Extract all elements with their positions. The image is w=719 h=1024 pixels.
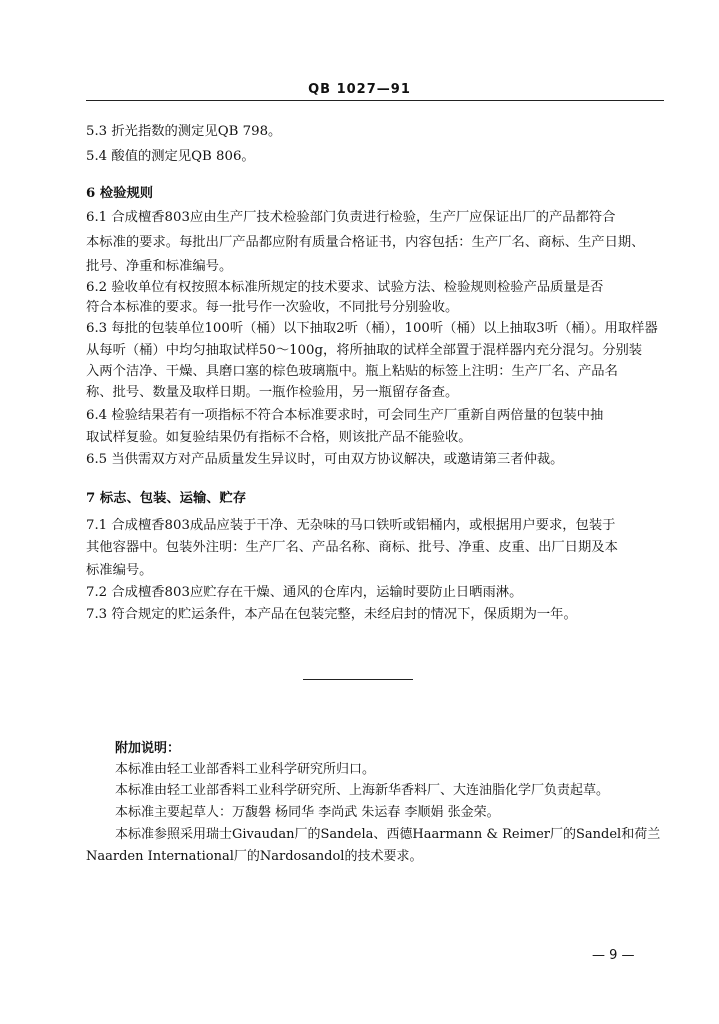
note-line-1: 本标准由轻工业部香料工业科学研究所归口。 — [115, 762, 376, 777]
notes-heading: 附加说明： — [115, 741, 181, 756]
clause-5-4: 5.4 酸值的测定见QB 806。 — [86, 149, 255, 164]
clause-7-2: 7.2 合成檀香803应贮存在干燥、通风的仓库内，运输时要防止日晒雨淋。 — [86, 585, 523, 600]
clause-7-3: 7.3 符合规定的贮运条件，本产品在包装完整，未经启封的情况下，保质期为一年。 — [86, 607, 577, 622]
clause-6-1-line-3: 批号、净重和标准编号。 — [86, 259, 233, 274]
page-number: — 9 — — [592, 948, 635, 963]
note-line-5: Naarden International厂的Nardosandol的技术要求。 — [86, 849, 423, 864]
clause-6-1-line-2: 本标准的要求。每批出厂产品都应附有质量合格证书，内容包括：生产厂名、商标、生产日期、 — [86, 235, 645, 250]
clause-6-5: 6.5 当供需双方对产品质量发生异议时，可由双方协议解决，或邀请第三者仲裁。 — [86, 452, 564, 467]
clause-7-1-line-3: 标准编号。 — [86, 563, 153, 578]
clause-6-1-line-1: 6.1 合成檀香803应由生产厂技术检验部门负责进行检验，生产厂应保证出厂的产品都符合 — [86, 210, 616, 225]
clause-6-3-line-2: 从每听（桶）中均匀抽取试样50～100g，将所抽取的试样全部置于混样器内充分混匀。分别装 — [86, 343, 643, 358]
section-7-heading: 7 标志、包装、运输、贮存 — [86, 491, 247, 506]
end-divider — [303, 679, 413, 680]
note-line-3: 本标准主要起草人：万馥磐 杨同华 李尚武 朱运春 李顺娟 张金荣。 — [115, 805, 500, 820]
clause-7-1-line-2: 其他容器中。包装外注明：生产厂名、产品名称、商标、批号、净重、皮重、出厂日期及本 — [86, 540, 618, 555]
clause-6-3-line-3: 入两个洁净、干燥、具磨口塞的棕色玻璃瓶中。瓶上粘贴的标签上注明：生产厂名、产品名 — [86, 364, 618, 379]
clause-7-1-line-1: 7.1 合成檀香803成品应装于干净、无杂味的马口铁听或铝桶内，或根据用户要求，包装于 — [86, 518, 616, 533]
standard-code-header: QB 1027—91 — [308, 82, 411, 97]
clause-6-4-line-1: 6.4 检验结果若有一项指标不符合本标准要求时，可会同生产厂重新自两倍量的包装中抽 — [86, 408, 604, 423]
clause-6-2-line-2: 符合本标准的要求。每一批号作一次验收，不同批号分别验收。 — [86, 300, 459, 315]
section-6-heading: 6 检验规则 — [86, 186, 154, 201]
note-line-2: 本标准由轻工业部香料工业科学研究所、上海新华香料厂、大连油脂化学厂负责起草。 — [115, 783, 610, 798]
clause-6-4-line-2: 取试样复验。如复验结果仍有指标不合格，则该批产品不能验收。 — [86, 430, 472, 445]
clause-6-3-line-4: 称、批号、数量及取样日期。一瓶作检验用，另一瓶留存备查。 — [86, 385, 459, 400]
header-divider — [86, 100, 664, 101]
clause-6-3-line-1: 6.3 每批的包装单位100听（桶）以下抽取2听（桶），100听（桶）以上抽取3听（桶）。用取样器 — [86, 321, 658, 336]
clause-5-3: 5.3 折光指数的测定见QB 798。 — [86, 124, 282, 139]
clause-6-2-line-1: 6.2 验收单位有权按照本标准所规定的技术要求、试验方法、检验规则检验产品质量是否 — [86, 280, 604, 295]
note-line-4: 本标准参照采用瑞士Givaudan厂的Sandela、西德Haarmann & Reimer厂的Sandel和荷兰 — [115, 827, 661, 842]
